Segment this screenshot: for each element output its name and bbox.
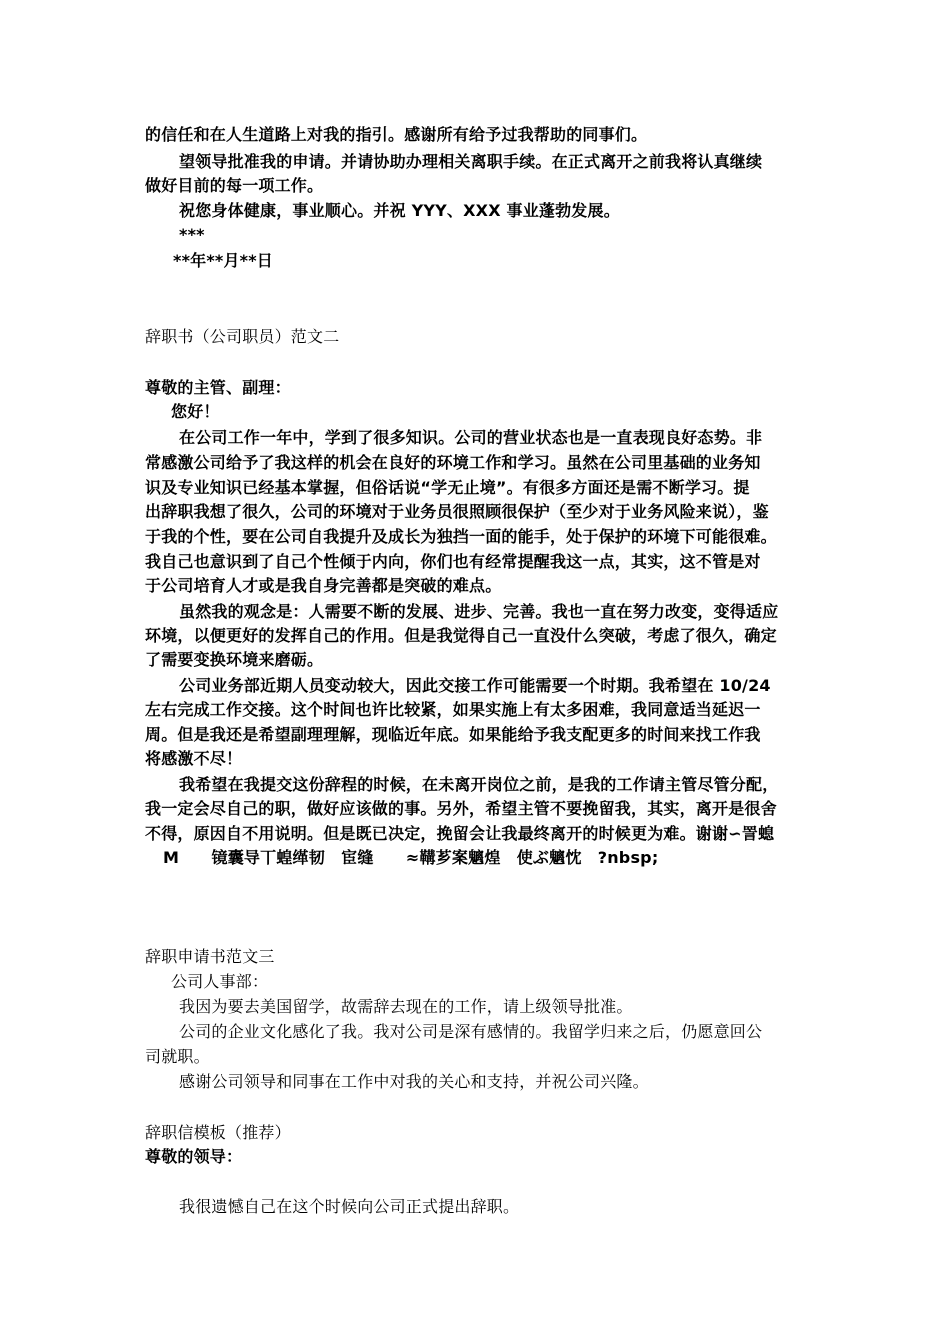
body-line: 司就职。	[145, 1047, 210, 1066]
body-line: 周。但是我还是希望副理理解，现临近年底。如果能给予我支配更多的时间来找工作我	[145, 725, 761, 744]
section-title: 辞职信模板（推荐）	[145, 1123, 291, 1142]
body-line: 识及专业知识已经基本掌握，但俗话说“学无止境”。有很多方面还是需不断学习。提	[145, 478, 750, 497]
body-line: 不得，原因自不用说明。但是既已决定，挽留会让我最终离开的时候更为难。谢谢∽詈螅	[145, 824, 775, 843]
body-line: 我一定会尽自己的职，做好应该做的事。另外，希望主管不要挽留我，其实，离开是很舍	[145, 799, 777, 818]
salutation: 尊敬的领导：	[145, 1147, 243, 1166]
body-line: 将感激不尽！	[145, 749, 243, 768]
body-line: 于公司培育人才或是我自身完善都是突破的难点。	[145, 576, 502, 595]
body-line: 感谢公司领导和同事在工作中对我的关心和支持，并祝公司兴隆。	[179, 1072, 649, 1091]
salutation: 尊敬的主管、副理：	[145, 378, 291, 397]
signature-placeholder: ***	[179, 225, 205, 244]
body-line: 望领导批准我的申请。并请协助办理相关离职手续。在正式离开之前我将认真继续	[179, 152, 763, 171]
body-line: 我很遗憾自己在这个时候向公司正式提出辞职。	[179, 1197, 520, 1216]
body-line: 的信任和在人生道路上对我的指引。感谢所有给予过我帮助的同事们。	[145, 125, 648, 144]
body-line: 做好目前的每一项工作。	[145, 176, 324, 195]
body-line: 我因为要去美国留学，故需辞去现在的工作，请上级领导批准。	[179, 997, 633, 1016]
section-title: 辞职书（公司职员）范文二	[145, 327, 340, 346]
body-line: 公司业务部近期人员变动较大，因此交接工作可能需要一个时期。我希望在 10/24	[179, 676, 771, 695]
body-line: 在公司工作一年中，学到了很多知识。公司的营业状态也是一直表现良好态势。非	[179, 428, 763, 447]
body-line: 祝您身体健康，事业顺心。并祝 YYY、XXX 事业蓬勃发展。	[179, 201, 620, 220]
body-line: 我希望在我提交这份辞程的时候，在未离开岗位之前，是我的工作请主管尽管分配，	[179, 775, 779, 794]
body-line: 公司的企业文化感化了我。我对公司是深有感情的。我留学归来之后，仍愿意回公	[179, 1022, 763, 1041]
greeting: 您好！	[171, 402, 220, 421]
body-line: 常感激公司给予了我这样的机会在良好的环境工作和学习。虽然在公司里基础的业务知	[145, 453, 761, 472]
body-line: 环境，以便更好的发挥自己的作用。但是我觉得自己一直没什么突破，考虑了很久，确定	[145, 626, 777, 645]
body-line: 了需要变换环境来磨砺。	[145, 650, 324, 669]
body-line: 于我的个性，要在公司自我提升及成长为独挡一面的能手，处于保护的环境下可能很难。	[145, 527, 777, 546]
garbled-line: M 镜囊导丅蝗缂韧 宦缝 ≈鞲芗案魑煌 使ぶ魑忱 ?nbsp;	[163, 848, 659, 867]
body-line: 左右完成工作交接。这个时间也许比较紧，如果实施上有太多困难，我同意适当延迟一	[145, 700, 761, 719]
addressee: 公司人事部：	[171, 972, 269, 991]
body-line: 虽然我的观念是：人需要不断的发展、进步、完善。我也一直在努力改变，变得适应	[179, 602, 779, 621]
body-line: 出辞职我想了很久，公司的环境对于业务员很照顾很保护（至少对于业务风险来说），鉴	[145, 502, 769, 521]
date-placeholder: **年**月**日	[173, 251, 274, 270]
body-line: 我自己也意识到了自己个性倾于内向，你们也有经常提醒我这一点，其实，这不管是对	[145, 552, 761, 571]
section-title: 辞职申请书范文三	[145, 947, 275, 966]
